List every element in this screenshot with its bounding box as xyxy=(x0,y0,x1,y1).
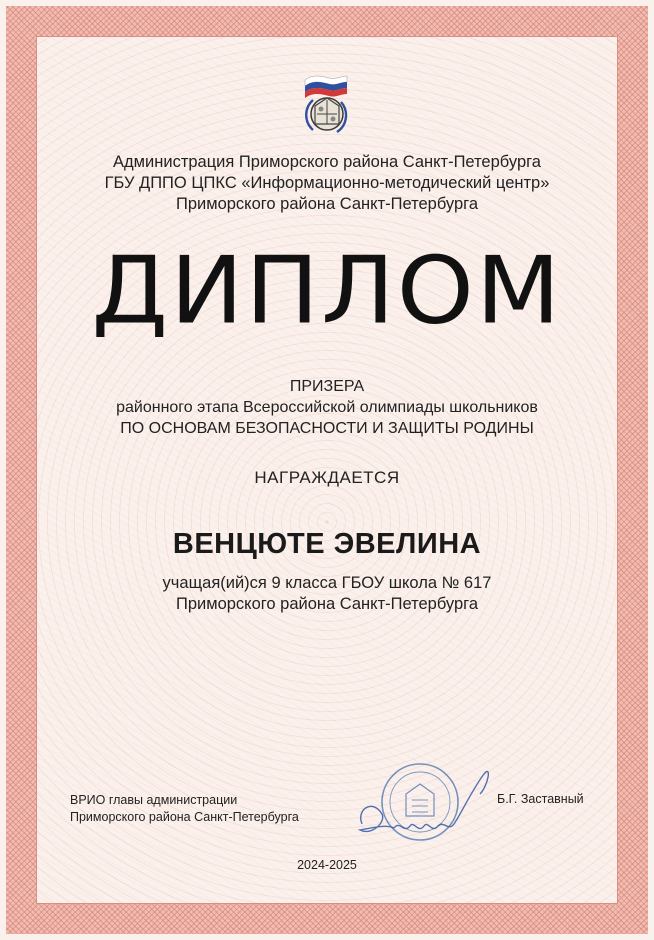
award-label: НАГРАЖДАЕТСЯ xyxy=(254,468,400,487)
issuer-line: Администрация Приморского района Санкт-Петербурга xyxy=(113,153,541,171)
issuer-line: ГБУ ДППО ЦПКС «Информационно-методический центр» xyxy=(104,174,550,192)
olympiad-emblem-icon xyxy=(291,72,371,136)
award-description xyxy=(40,376,614,439)
handwritten-signature-icon xyxy=(360,771,488,831)
student-info-line: Приморского района Санкт-Петербурга xyxy=(175,595,479,613)
seal-stamp-icon xyxy=(342,754,502,854)
academic-year: 2024-2025 xyxy=(297,858,357,872)
issuer-header xyxy=(40,152,614,215)
recipient-name: ВЕНЦЮТЕ ЭВЕЛИНА xyxy=(172,528,482,560)
award-description-line: ПО ОСНОВАМ БЕЗОПАСНОСТИ И ЗАЩИТЫ РОДИНЫ xyxy=(120,420,534,437)
signer-position xyxy=(70,792,370,826)
award-description-line: ПРИЗЕРА xyxy=(289,378,365,395)
signer-position-line: Приморского района Санкт-Петербурга xyxy=(70,810,299,824)
signer-position-line: ВРИО главы администрации xyxy=(70,793,238,807)
student-info-line: учащая(ий)ся 9 класса ГБОУ школа № 617 xyxy=(162,574,492,592)
student-info xyxy=(40,573,614,615)
issuer-line: Приморского района Санкт-Петербурга xyxy=(175,195,479,213)
signer-name: Б.Г. Заставный xyxy=(497,792,584,806)
diploma-title: ДИПЛОМ xyxy=(91,236,563,346)
award-description-line: районного этапа Всероссийской олимпиады школьников xyxy=(116,399,538,416)
